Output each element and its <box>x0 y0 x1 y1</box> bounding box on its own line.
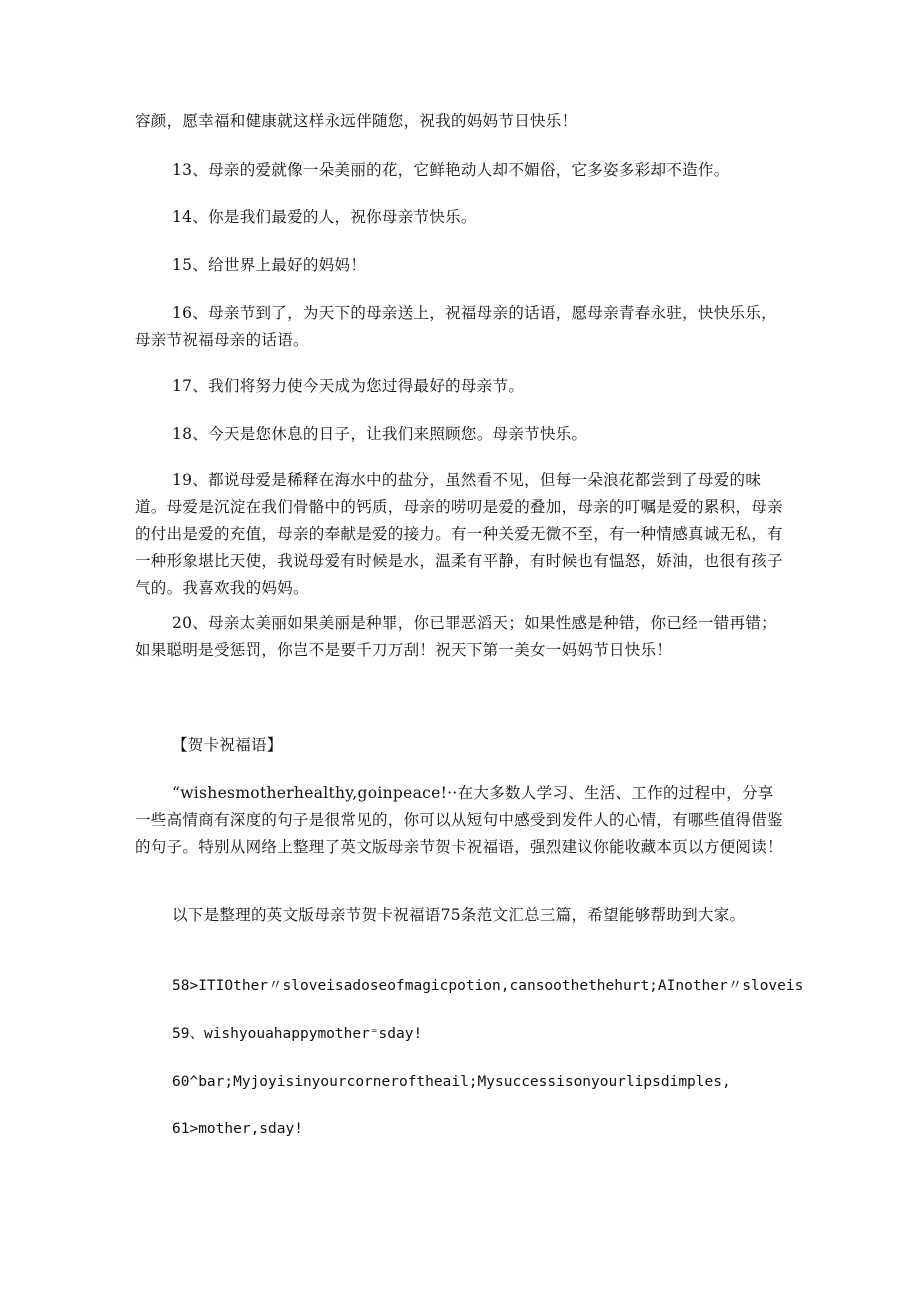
paragraph-16: 16、母亲节到了，为天下的母亲送上，祝福母亲的话语，愿母亲青春永驻，快快乐乐，母亲节祝福母亲的话语。 <box>135 304 777 349</box>
paragraph-15: 15、给世界上最好的妈妈！ <box>172 256 367 274</box>
paragraph-17: 17、我们将努力使今天成为您过得最好的母亲节。 <box>172 377 525 395</box>
paragraph-19: 19、都说母爱是稀释在海水中的盐分，虽然看不见，但每一朵浪花都尝到了母爱的味道。母爱是沉淀在我们骨骼中的钙质，母亲的唠叨是爱的叠加，母亲的叮嘱是爱的累积，母亲的付出是爱的充值，母亲的奉献是爱的接力。有一种关爱无微不至，有一种情感真诚无私，有一种形象堪比天使，我说母爱有时候是水，温柔有平静，有时候也有愠怒，娇油，也很有孩子气的。我喜欢我的妈妈。 <box>135 471 783 597</box>
english-line-58: 58>ITIOther〃sloveisadoseofmagicpotion,cansoothethehurt;AInother〃sloveis <box>172 978 804 994</box>
intro-paragraph: “wishesmotherhealthy,goinpeace!··在大多数人学习、生活、工作的过程中，分享一些高情商有深度的句子是很常见的，你可以从短句中感受到发件人的心情，有哪些值得借鉴的句子。特别从网络上整理了英文版母亲节贺卡祝福语，强烈建议你能收藏本页以方便阅读！ <box>135 784 783 856</box>
paragraph-13: 13、母亲的爱就像一朵美丽的花，它鲜艳动人却不媚俗，它多姿多彩却不造作。 <box>172 161 730 179</box>
paragraph-14: 14、你是我们最爱的人，祝你母亲节快乐。 <box>172 208 477 226</box>
section-heading: 【贺卡祝福语】 <box>172 736 283 754</box>
paragraph-18: 18、今天是您休息的日子，让我们来照顾您。母亲节快乐。 <box>172 425 588 443</box>
english-line-61: 61>mother,sday! <box>172 1121 303 1137</box>
paragraph-20: 20、母亲太美丽如果美丽是种罪，你已罪恶滔天；如果性感是种错，你已经一错再错；如果聪明是受惩罚，你岂不是要千刀万刮！祝天下第一美女一妈妈节日快乐！ <box>135 614 777 659</box>
summary-paragraph: 以下是整理的英文版母亲节贺卡祝福语75条范文汇总三篇，希望能够帮助到大家。 <box>172 906 746 924</box>
english-line-60: 60^bar;Myjoyisinyourcorneroftheail;Mysuccessisonyourlipsdimples, <box>172 1074 731 1090</box>
english-line-59: 59、wishyouahappymother⁼sday! <box>172 1026 423 1042</box>
paragraph-continuation: 容颜，愿幸福和健康就这样永远伴随您，祝我的妈妈节日快乐！ <box>135 112 578 130</box>
